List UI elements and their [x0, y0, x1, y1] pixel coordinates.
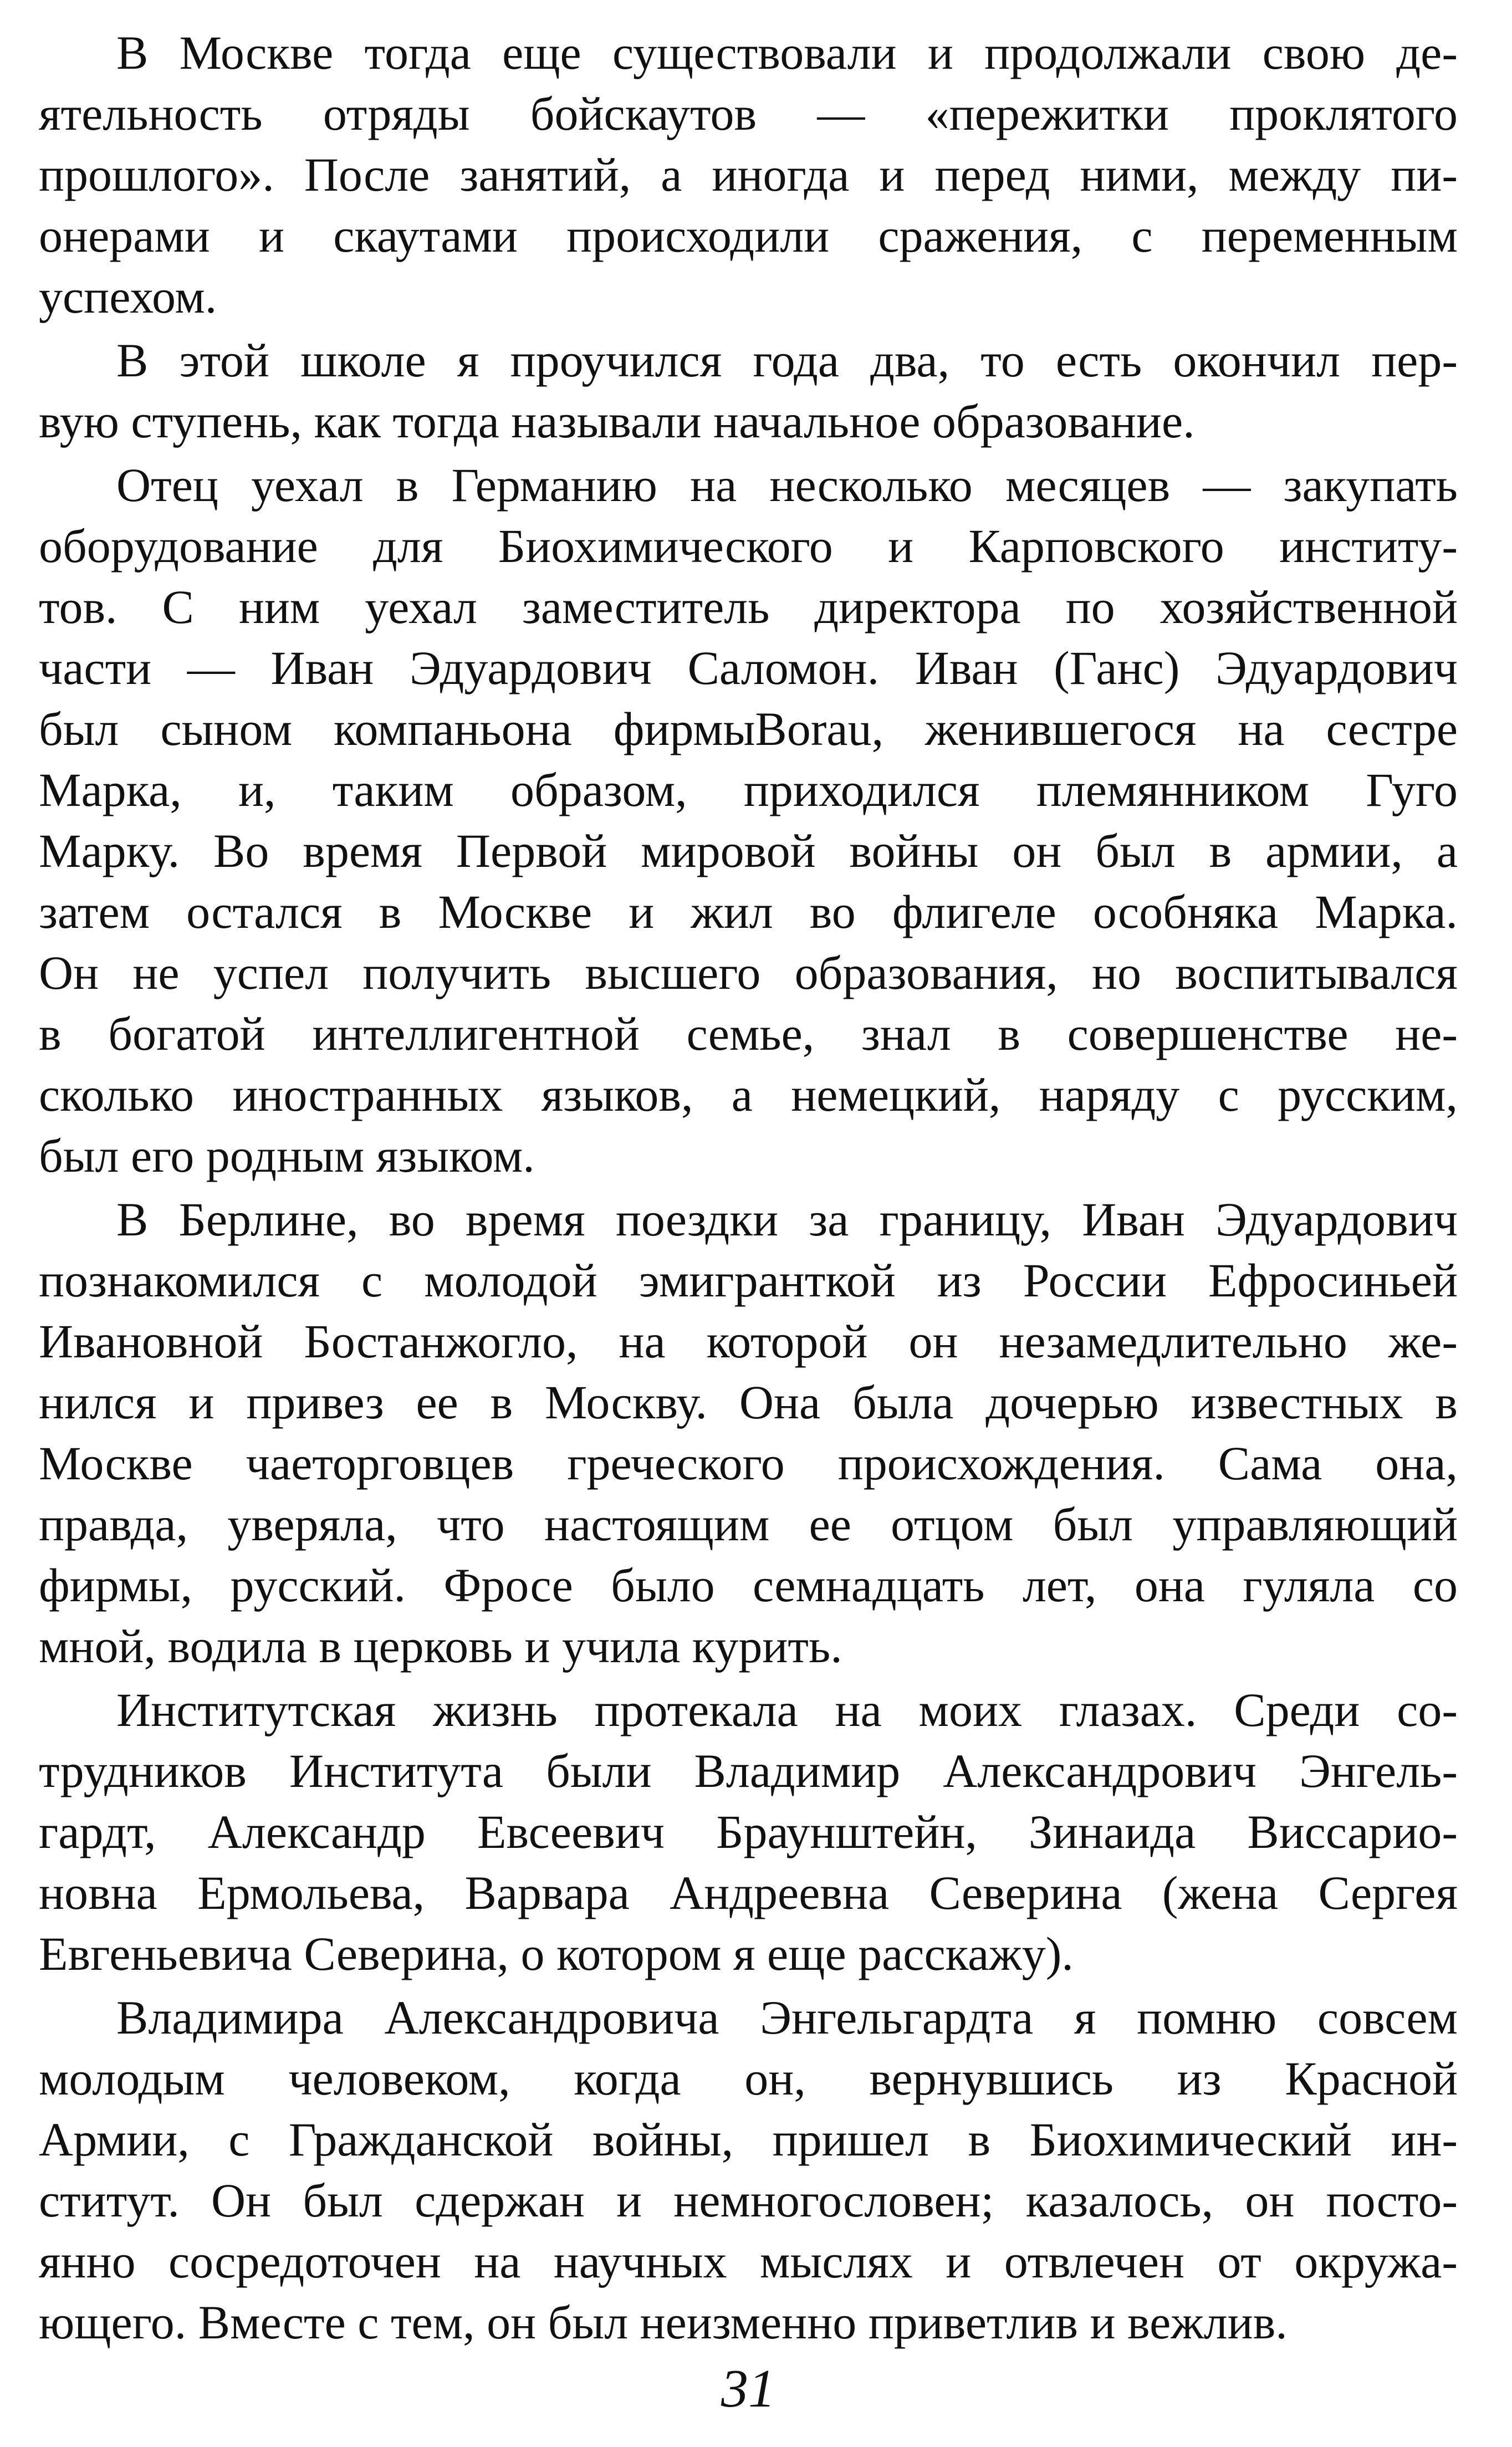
text-line: Институтская жизнь протекала на моих глазах. Среди со- — [116, 1683, 1458, 1736]
text-line: Евгеньевича Северина, о котором я еще расскажу). — [39, 1927, 1074, 1980]
text-line: ющего. Вместе с тем, он был неизменно приветлив и вежлив. — [39, 2296, 1288, 2349]
text-line: ститут. Он был сдержан и немногословен; казалось, он посто- — [39, 2174, 1458, 2227]
text-line: вую ступень, как тогда называли начальное образование. — [39, 395, 1195, 448]
book-page — [39, 22, 1458, 2425]
text-line: тов. С ним уехал заместитель директора по хозяйственной — [39, 580, 1458, 634]
text-line: фирмы, русский. Фросе было семнадцать лет, она гуляла со — [39, 1559, 1458, 1612]
text-line: правда, уверяла, что настоящим ее отцом был управляющий — [39, 1498, 1458, 1551]
text-line: оборудование для Биохимического и Карповского институ- — [39, 519, 1458, 573]
text-line: в богатой интеллигентной семье, знал в совершенстве не- — [39, 1007, 1458, 1060]
text-line: В этой школе я проучился года два, то есть окончил пер- — [116, 334, 1458, 387]
text-line: Москве чаеторговцев греческого происхождения. Сама она, — [39, 1437, 1458, 1490]
text-line: мной, водила в церковь и учила курить. — [39, 1620, 842, 1673]
text-line: Марку. Во время Первой мировой войны он был в армии, а — [39, 824, 1458, 877]
text-line: части — Иван Эдуардович Саломон. Иван (Ганс) Эдуардович — [39, 641, 1458, 694]
text-line: был сыном компаньона фирмыBorau, женившегося на сестре — [39, 702, 1458, 755]
text-line: молодым человеком, когда он, вернувшись из Красной — [39, 2052, 1458, 2105]
text-line: Ивановной Бостанжогло, на которой он незамедлительно же- — [39, 1315, 1458, 1368]
text-line: В Москве тогда еще существовали и продолжали свою де- — [116, 26, 1458, 79]
text-line: Он не успел получить высшего образования, но воспитывался — [39, 946, 1458, 999]
text-line: Марка, и, таким образом, приходился племянником Гуго — [39, 763, 1458, 816]
text-line: сколько иностранных языков, а немецкий, наряду с русским, — [39, 1068, 1458, 1121]
text-line: познакомился с молодой эмигранткой из России Ефросиньей — [39, 1254, 1458, 1307]
text-line: Отец уехал в Германию на несколько месяцев — закупать — [116, 458, 1458, 512]
text-line: затем остался в Москве и жил во флигеле особняка Марка. — [39, 885, 1458, 938]
page-number: 31 — [721, 2359, 775, 2419]
text-line: Армии, с Гражданской войны, пришел в Биохимический ин- — [39, 2113, 1458, 2166]
text-line: новна Ермольева, Варвара Андреевна Северина (жена Сергея — [39, 1866, 1458, 1919]
text-line: прошлого». После занятий, а иногда и перед ними, между пи- — [39, 148, 1458, 201]
text-line: нился и привез ее в Москву. Она была дочерью известных в — [39, 1376, 1458, 1429]
text-line: успехом. — [39, 270, 217, 323]
text-line: онерами и скаутами происходили сражения, с переменным — [39, 209, 1458, 262]
text-line: гардт, Александр Евсеевич Браунштейн, Зинаида Виссарио- — [39, 1805, 1458, 1858]
text-line: ятельность отряды бойскаутов — «пережитки проклятого — [39, 87, 1458, 140]
text-line: был его родным языком. — [39, 1129, 535, 1182]
text-line: В Берлине, во время поездки за границу, Иван Эдуардович — [116, 1193, 1458, 1246]
text-line: трудников Института были Владимир Александрович Энгель- — [39, 1744, 1458, 1797]
text-line: Владимира Александровича Энгельгардта я помню совсем — [116, 1991, 1458, 2044]
text-line: янно сосредоточен на научных мыслях и отвлечен от окружа- — [39, 2235, 1458, 2288]
